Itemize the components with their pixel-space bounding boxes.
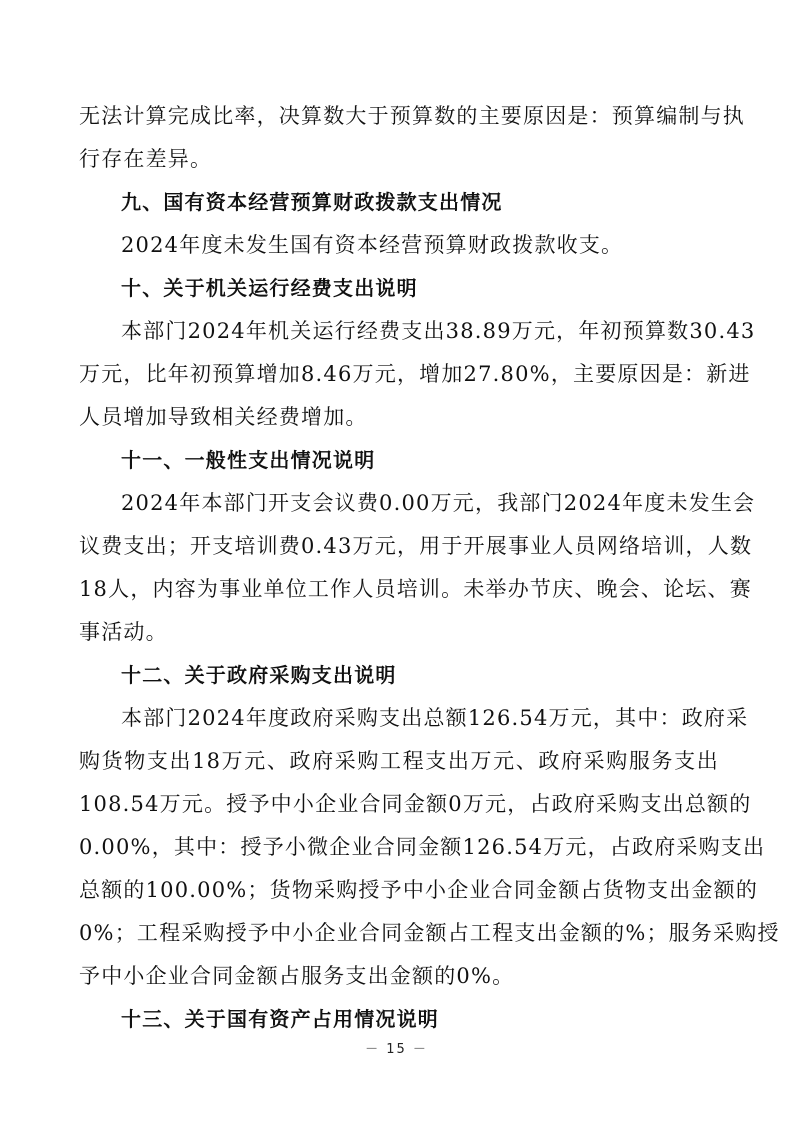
paragraph-line: 事活动。	[79, 620, 168, 644]
section-heading-10: 十、关于机关运行经费支出说明	[121, 276, 418, 300]
paragraph-line: 0%；工程采购授予中小企业合同金额占工程支出金额的%；服务采购授	[79, 921, 780, 945]
paragraph-line: 0.00%，其中：授予小微企业合同金额126.54万元，占政府采购支出	[79, 835, 766, 859]
section-heading-11: 十一、一般性支出情况说明	[121, 448, 376, 472]
paragraph-line: 18人，内容为事业单位工作人员培训。未举办节庆、晚会、论坛、赛	[79, 577, 752, 601]
paragraph-line: 无法计算完成比率，决算数大于预算数的主要原因是：预算编制与执	[79, 104, 745, 128]
paragraph-line: 行存在差异。	[79, 147, 213, 171]
page-number: － 15 －	[365, 1042, 428, 1057]
paragraph-line: 予中小企业合同金额占服务支出金额的0%。	[79, 964, 515, 988]
section-heading-12: 十二、关于政府采购支出说明	[121, 663, 397, 687]
paragraph-line: 购货物支出18万元、政府采购工程支出万元、政府采购服务支出	[79, 749, 719, 773]
paragraph-line: 2024年本部门开支会议费0.00万元，我部门2024年度未发生会	[121, 491, 756, 515]
paragraph-line: 人员增加导致相关经费增加。	[79, 405, 368, 429]
paragraph-line: 议费支出；开支培训费0.43万元，用于开展事业人员网络培训，人数	[79, 534, 753, 558]
paragraph-line: 2024年度未发生国有资本经营预算财政拨款收支。	[121, 233, 624, 257]
paragraph-line: 108.54万元。授予中小企业合同金额0万元，占政府采购支出总额的	[79, 792, 752, 816]
paragraph-line: 万元，比年初预算增加8.46万元，增加27.80%，主要原因是：新进	[79, 362, 751, 386]
section-heading-9: 九、国有资本经营预算财政拨款支出情况	[121, 190, 503, 214]
paragraph-line: 本部门2024年度政府采购支出总额126.54万元，其中：政府采	[121, 706, 749, 730]
paragraph-line: 总额的100.00%；货物采购授予中小企业合同金额占货物支出金额的	[79, 878, 759, 902]
paragraph-line: 本部门2024年机关运行经费支出38.89万元，年初预算数30.43	[121, 319, 756, 343]
section-heading-13: 十三、关于国有资产占用情况说明	[121, 1007, 439, 1031]
